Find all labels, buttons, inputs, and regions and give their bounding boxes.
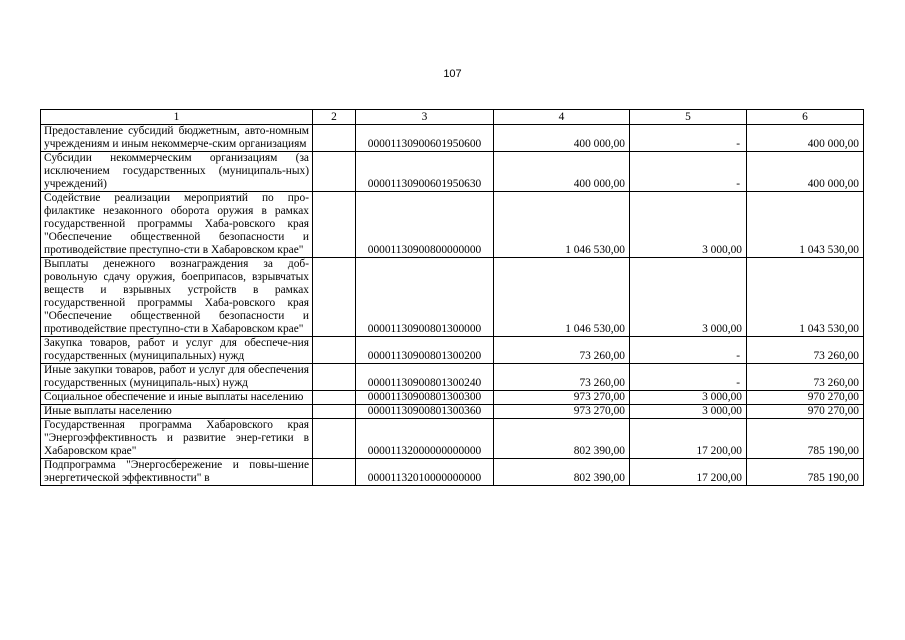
budget-table xyxy=(40,109,864,486)
row-col2 xyxy=(313,192,356,258)
row-name: Иные закупки товаров, работ и услуг для обеспечения государственных (муниципаль-ных) нужд xyxy=(41,364,313,391)
table-row xyxy=(41,192,864,258)
row-code: 00001130900801300240 xyxy=(356,364,494,391)
row-col2 xyxy=(313,125,356,152)
table-row xyxy=(41,419,864,459)
row-value-6: 785 190,00 xyxy=(747,459,864,486)
column-header: 6 xyxy=(747,110,864,125)
column-header: 5 xyxy=(630,110,747,125)
row-value-4: 802 390,00 xyxy=(494,459,630,486)
page-number: 107 xyxy=(443,68,462,80)
row-value-5: 3 000,00 xyxy=(630,391,747,405)
row-value-6: 400 000,00 xyxy=(747,125,864,152)
row-value-4: 400 000,00 xyxy=(494,152,630,192)
row-col2 xyxy=(313,152,356,192)
row-value-6: 970 270,00 xyxy=(747,391,864,405)
row-value-5: - xyxy=(630,152,747,192)
row-name: Предоставление субсидий бюджетным, авто-номным учреждениям и иным некоммерче-ским организациям xyxy=(41,125,313,152)
row-value-4: 73 260,00 xyxy=(494,364,630,391)
row-value-4: 1 046 530,00 xyxy=(494,192,630,258)
table-header-row xyxy=(41,110,864,125)
row-value-4: 973 270,00 xyxy=(494,391,630,405)
table-row xyxy=(41,364,864,391)
row-code: 00001130900801300200 xyxy=(356,337,494,364)
row-col2 xyxy=(313,391,356,405)
row-code: 00001132000000000000 xyxy=(356,419,494,459)
row-name: Иные выплаты населению xyxy=(41,405,313,419)
row-value-4: 802 390,00 xyxy=(494,419,630,459)
row-code: 00001130900801300360 xyxy=(356,405,494,419)
row-code: 00001130900801300300 xyxy=(356,391,494,405)
row-col2 xyxy=(313,337,356,364)
row-value-4: 1 046 530,00 xyxy=(494,258,630,337)
row-value-6: 1 043 530,00 xyxy=(747,258,864,337)
row-value-4: 73 260,00 xyxy=(494,337,630,364)
row-name: Выплаты денежного вознаграждения за доб-ровольную сдачу оружия, боеприпасов, взрывчатых веществ и взрывных устройств в рамках государственной программы Хаба-ровского края "Обеспечение общественной безопасности и противодействие преступно-сти в Хабаровском крае" xyxy=(41,258,313,337)
row-value-6: 1 043 530,00 xyxy=(747,192,864,258)
row-code: 00001132010000000000 xyxy=(356,459,494,486)
table-row xyxy=(41,258,864,337)
row-value-5: - xyxy=(630,364,747,391)
row-value-6: 970 270,00 xyxy=(747,405,864,419)
row-name: Субсидии некоммерческим организациям (за исключением государственных (муниципаль-ных) учреждений) xyxy=(41,152,313,192)
row-value-5: 17 200,00 xyxy=(630,459,747,486)
column-header: 4 xyxy=(494,110,630,125)
row-value-5: 3 000,00 xyxy=(630,258,747,337)
row-code: 00001130900601950600 xyxy=(356,125,494,152)
row-value-6: 73 260,00 xyxy=(747,364,864,391)
row-value-5: 17 200,00 xyxy=(630,419,747,459)
table-row xyxy=(41,405,864,419)
row-value-5: - xyxy=(630,125,747,152)
table-row xyxy=(41,125,864,152)
row-value-6: 785 190,00 xyxy=(747,419,864,459)
row-col2 xyxy=(313,258,356,337)
row-col2 xyxy=(313,459,356,486)
row-name: Социальное обеспечение и иные выплаты населению xyxy=(41,391,313,405)
table-row xyxy=(41,391,864,405)
row-col2 xyxy=(313,405,356,419)
column-header: 2 xyxy=(313,110,356,125)
row-name: Закупка товаров, работ и услуг для обеспече-ния государственных (муниципальных) нужд xyxy=(41,337,313,364)
table-row xyxy=(41,152,864,192)
row-code: 00001130900601950630 xyxy=(356,152,494,192)
row-value-5: 3 000,00 xyxy=(630,405,747,419)
row-value-5: 3 000,00 xyxy=(630,192,747,258)
row-code: 00001130900800000000 xyxy=(356,192,494,258)
row-value-6: 73 260,00 xyxy=(747,337,864,364)
column-header: 3 xyxy=(356,110,494,125)
table-row xyxy=(41,459,864,486)
row-col2 xyxy=(313,364,356,391)
row-name: Подпрограмма "Энергосбережение и повы-шение энергетической эффективности" в xyxy=(41,459,313,486)
row-col2 xyxy=(313,419,356,459)
table-row xyxy=(41,337,864,364)
row-value-6: 400 000,00 xyxy=(747,152,864,192)
row-value-4: 973 270,00 xyxy=(494,405,630,419)
row-name: Государственная программа Хабаровского края "Энергоэффективность и развитие энер-гетики в Хабаровском крае" xyxy=(41,419,313,459)
row-value-4: 400 000,00 xyxy=(494,125,630,152)
row-name: Содействие реализации мероприятий по про-филактике незаконного оборота оружия в рамках государственной программы Хаба-ровского края "Обеспечение общественной безопасности и противодействие преступно-сти в Хабаровском крае" xyxy=(41,192,313,258)
row-value-5: - xyxy=(630,337,747,364)
column-header: 1 xyxy=(41,110,313,125)
row-code: 00001130900801300000 xyxy=(356,258,494,337)
